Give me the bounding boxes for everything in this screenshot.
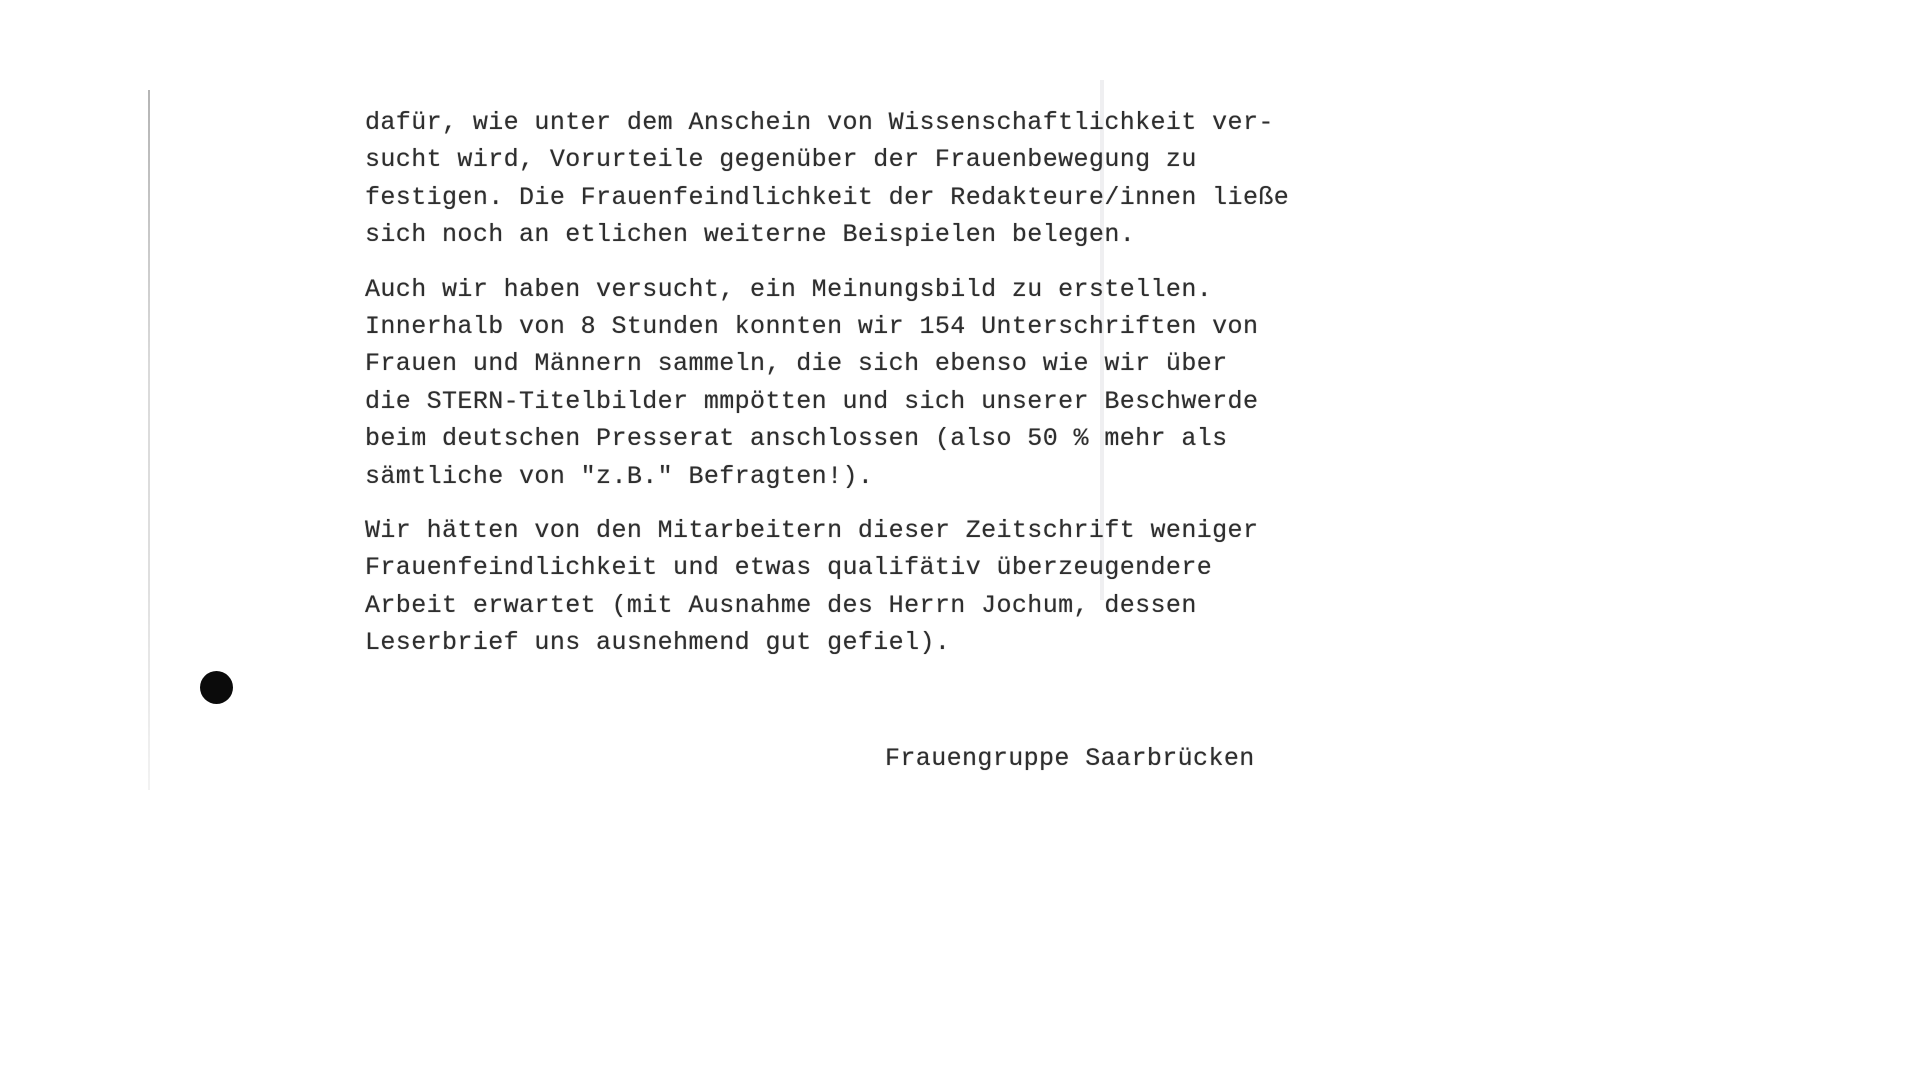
paragraph-2 bbox=[365, 271, 1325, 495]
text-line: Frauen und Männern sammeln, die sich ebenso wie wir über bbox=[365, 349, 1228, 379]
text-line: Innerhalb von 8 Stunden konnten wir 154 Unterschriften von bbox=[365, 312, 1259, 342]
text-line: Leserbrief uns ausnehmend gut gefiel). bbox=[365, 628, 951, 658]
signature: Frauengruppe Saarbrücken bbox=[885, 744, 1255, 773]
paragraph-3 bbox=[365, 512, 1325, 662]
punch-hole-mark bbox=[200, 671, 233, 704]
text-line: Auch wir haben versucht, ein Meinungsbild zu erstellen. bbox=[365, 274, 1213, 304]
text-line: sich noch an etlichen weiterne Beispielen belegen. bbox=[365, 220, 1136, 250]
paragraph-1 bbox=[365, 104, 1325, 254]
text-line: sucht wird, Vorurteile gegenüber der Frauenbewegung zu bbox=[365, 145, 1197, 175]
text-line: dafür, wie unter dem Anschein von Wissenschaftlichkeit ver- bbox=[365, 108, 1274, 137]
text-line: beim deutschen Presserat anschlossen (also 50 % mehr als bbox=[365, 424, 1228, 454]
text-line: sämtliche von "z.B." Befragten!). bbox=[365, 461, 874, 491]
text-line: Arbeit erwartet (mit Ausnahme des Herrn Jochum, dessen bbox=[365, 590, 1197, 620]
letter-body bbox=[365, 104, 1325, 679]
text-line: Wir hätten von den Mitarbeitern dieser Zeitschrift weniger bbox=[365, 516, 1259, 546]
text-line: festigen. Die Frauenfeindlichkeit der Redakteure/innen ließe bbox=[365, 182, 1290, 212]
text-line: die STERN-Titelbilder mmpötten und sich unserer Beschwerde bbox=[365, 386, 1259, 416]
text-line: Frauenfeindlichkeit und etwas qualifätiv überzeugendere bbox=[365, 553, 1213, 583]
page-fold-line bbox=[148, 90, 150, 790]
